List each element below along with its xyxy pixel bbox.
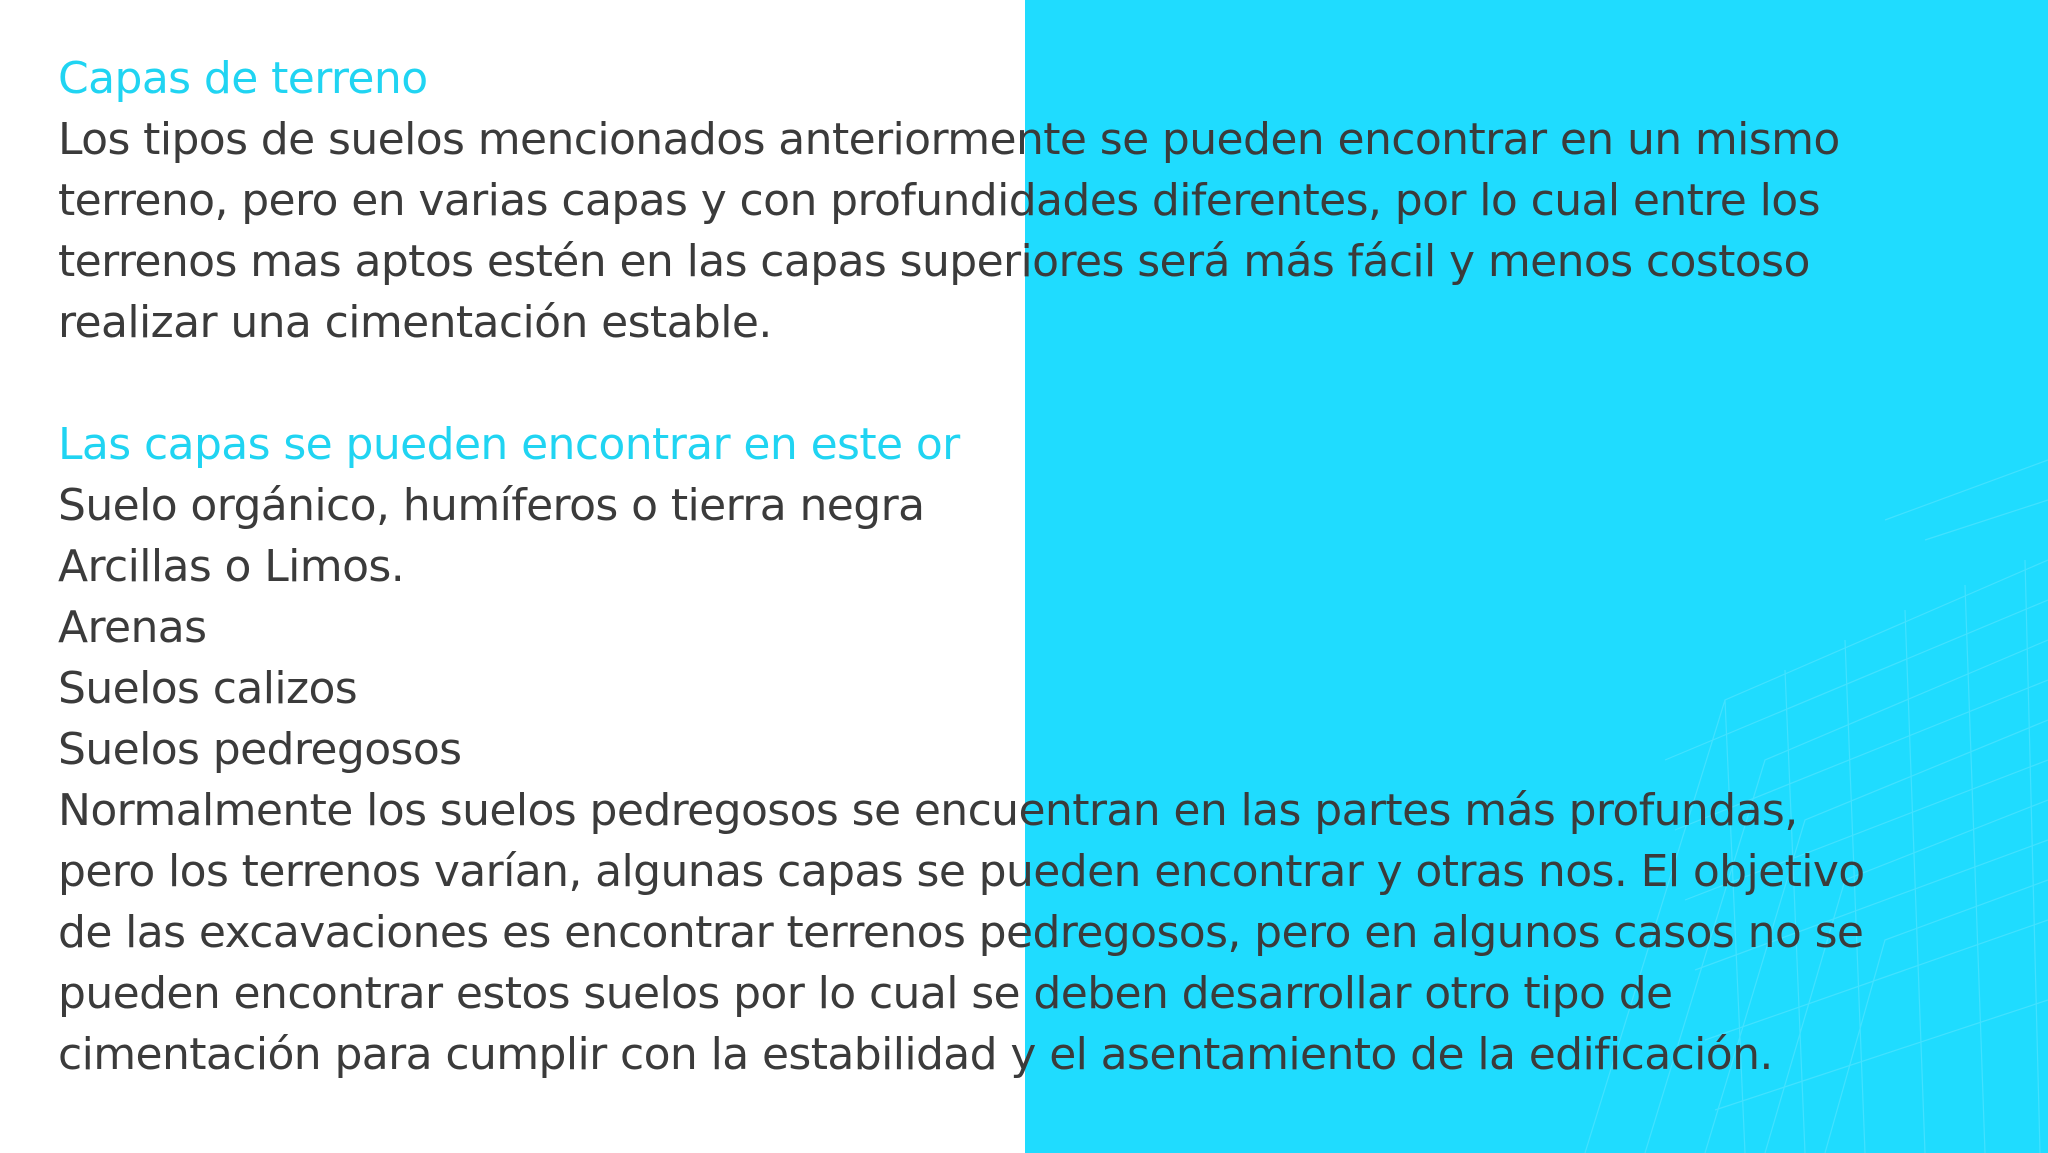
intro-line-4: realizar una cimentación estable. bbox=[58, 297, 772, 348]
layer-item: Arcillas o Limos. bbox=[58, 541, 405, 592]
layers-subheading-text: Las capas se pueden encontrar en este or bbox=[58, 419, 960, 470]
layer-item: Suelo orgánico, humíferos o tierra negra bbox=[58, 480, 925, 531]
section-title: Capas de terreno bbox=[58, 53, 428, 104]
closing-line-3: de las excavaciones es encontrar terrenos pedregosos, pero en algunos casos no se bbox=[58, 907, 1864, 958]
layer-item: Suelos calizos bbox=[58, 663, 358, 714]
closing-line-2: pero los terrenos varían, algunas capas se pueden encontrar y otras nos. El objetivo bbox=[58, 846, 1865, 897]
slide-text-content bbox=[58, 48, 2018, 1085]
closing-line-1: Normalmente los suelos pedregosos se encuentran en las partes más profundas, bbox=[58, 785, 1798, 836]
intro-line-3: terrenos mas aptos estén en las capas superiores será más fácil y menos costoso bbox=[58, 236, 1810, 287]
layers-subheading bbox=[58, 414, 2018, 475]
closing-line-4: pueden encontrar estos suelos por lo cual se deben desarrollar otro tipo de bbox=[58, 968, 1673, 1019]
spacer bbox=[58, 353, 2018, 414]
intro-line-1: Los tipos de suelos mencionados anteriormente se pueden encontrar en un mismo bbox=[58, 114, 1840, 165]
layer-item: Arenas bbox=[58, 602, 207, 653]
closing-line-5: cimentación para cumplir con la estabilidad y el asentamiento de la edificación. bbox=[58, 1029, 1773, 1080]
layer-item: Suelos pedregosos bbox=[58, 724, 462, 775]
intro-line-2: terreno, pero en varias capas y con profundidades diferentes, por lo cual entre los bbox=[58, 175, 1820, 226]
